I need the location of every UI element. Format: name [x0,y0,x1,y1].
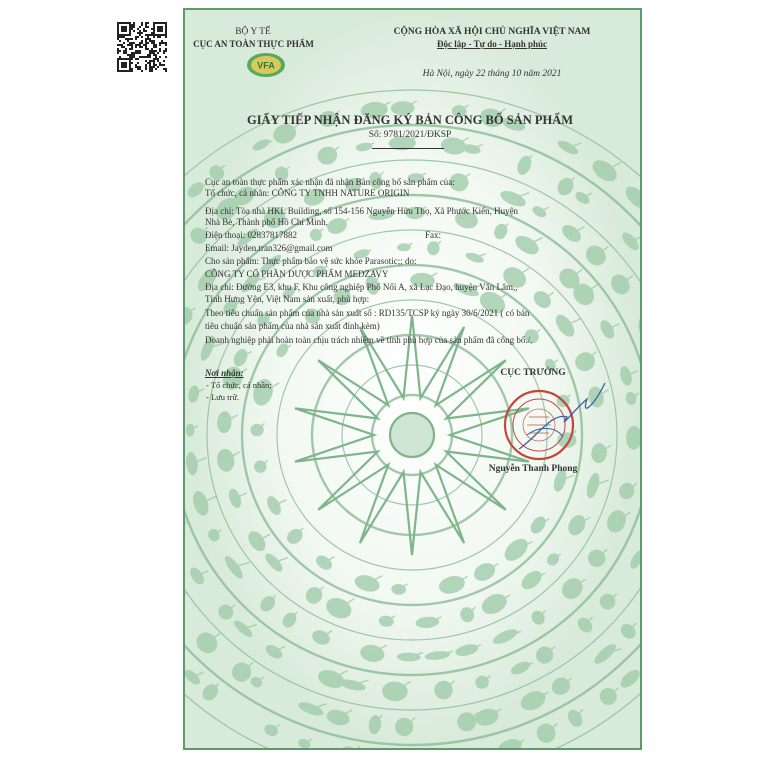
qr-code [117,22,167,72]
document-number: Số: 9781/2021/ĐKSP [368,130,452,140]
product-line: Cho sản phẩm: Thực phẩm bảo vệ sức khỏe Parasotic;; do: [205,256,417,266]
signer-title: CỤC TRƯỞNG [500,368,566,378]
organization-line: Tổ chức, cá nhân: CÔNG TY TNHH NATURE ORIGIN [205,188,410,198]
standard-line-cont: tiêu chuẩn sản phẩm của nhà sản xuất đính kèm) [205,321,380,331]
responsibility-line: Doanh nghiệp phải hoàn toàn chịu trách nhiệm về tính phù hợp của sản phẩm đã công bố./. [205,335,533,345]
manufacturer-address: Địa chỉ: Đường E3, khu F, Khu công nghiệp Phố Nối A, xã Lạc Đạo, huyện Văn Lâm,, [205,282,518,292]
address-line: Địa chỉ: Tòa nhà HKL Building, số 154-156 Nguyễn Hữu Thọ, Xã Phước Kiển, Huyện [205,206,519,216]
document-title: GIẤY TIẾP NHẬN ĐĂNG KÝ BẢN CÔNG BỐ SẢN PHẨM [246,113,574,127]
address-line-cont: Nhà Bè, Thành phố Hồ Chí Minh, [205,217,328,227]
logo-text: VFA [257,60,275,71]
issue-date: Hà Nội, ngày 22 tháng 10 năm 2021 [422,69,562,79]
fax-line: Fax: [425,230,442,240]
standard-line: Theo tiêu chuẩn sản phẩm của nhà sản xuất số : RD135/TCSP ký ngày 30/6/2021 ( có bản [205,308,530,318]
recipient-item: - Lưu trữ. [206,392,240,402]
official-seal [497,377,609,473]
email-line: Email: Jayden.tran326@gmail.com [205,243,333,253]
intro-text: Cục an toàn thực phẩm xác nhận đã nhận Bản công bố sản phẩm của: [205,177,455,187]
title-divider [372,148,444,149]
handwritten-signature [519,383,605,449]
national-motto: Độc lập - Tự do - Hạnh phúc [436,39,547,49]
ministry-name: BỘ Y TẾ [235,27,271,37]
signer-name: Nguyễn Thanh Phong [488,464,578,474]
phone-line: Điện thoại: 02837817882 [205,230,297,240]
department-name: CỤC AN TOÀN THỰC PHẨM [193,39,314,49]
vfa-logo [246,52,286,78]
country-name: CỘNG HÒA XÃ HỘI CHỦ NGHĨA VIỆT NAM [393,27,591,37]
manufacturer-line: CÔNG TY CỔ PHẦN DƯỢC PHẨM MEDZAVY [205,269,389,279]
recipient-item: - Tổ chức, cá nhân; [206,380,272,390]
manufacturer-address-cont: Tỉnh Hưng Yên, Việt Nam sản xuất, phù hợp: [205,294,370,304]
recipients-heading: Nơi nhận: [205,368,244,378]
